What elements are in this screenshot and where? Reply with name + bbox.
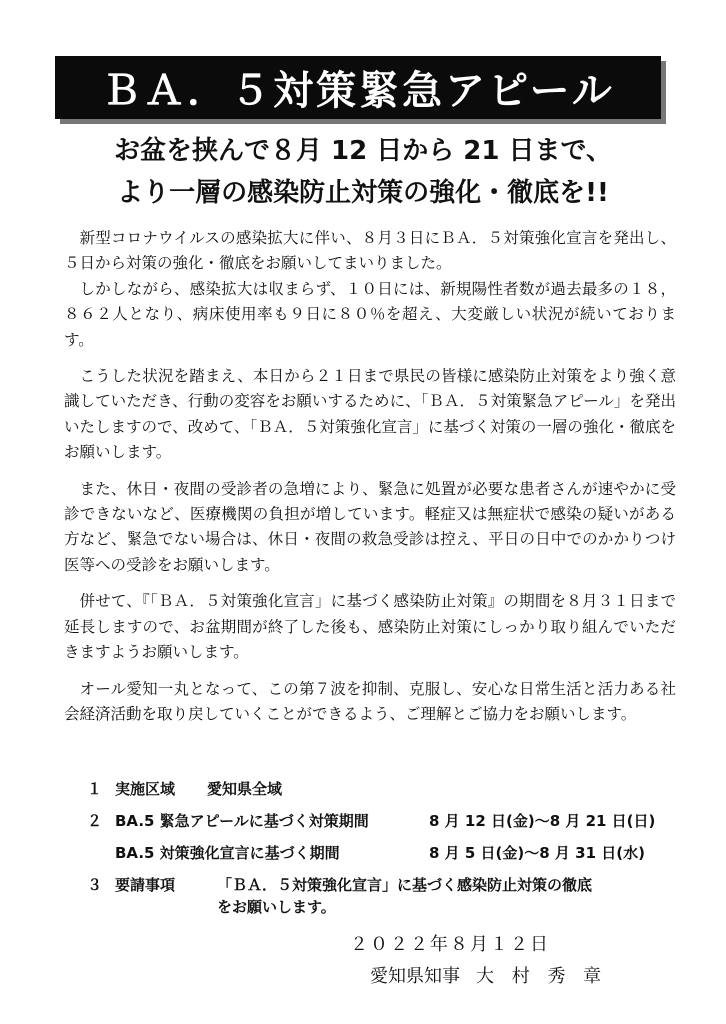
list-item-area xyxy=(87,778,687,810)
list-number: ２ xyxy=(87,812,103,830)
date: ２０２２年８月１２日 xyxy=(350,934,550,955)
paragraph-5: 併せて、『「ＢＡ．５対策強化宣言」に基づく感染防止対策』の期間を８月３１日まで延長しますので、お盆期間が終了した後も、感染防止対策にしっかり取り組んでいただきますようお願いします。 xyxy=(64,592,676,662)
list-item-period-2 xyxy=(87,842,687,874)
list-item-request-cont xyxy=(87,896,687,928)
signer-name: 大 村 秀 章 xyxy=(476,966,608,987)
paragraph-2: しかしながら、感染拡大は収まらず、１０日には、新規陽性者数が過去最多の１８，８６２人となり、病床使用率も９日に８０％を超え、大変厳しい状況が続いております。 xyxy=(64,279,676,349)
list-value: BA.5 緊急アピールに基づく対策期間 xyxy=(115,812,369,830)
paragraph-3: こうした状況を踏まえ、本日から２１日まで県民の皆様に感染防止対策をより強く意識していただき、行動の変容をお願いするために、「ＢＡ．５対策緊急アピール」を発出いたしますので、改めて、「ＢＡ．５対策強化宣言」に基づく対策の一層の強化・徹底をお願いします。 xyxy=(64,367,676,462)
title-banner xyxy=(55,56,661,119)
signer-title: 愛知県知事 xyxy=(370,966,460,987)
list-number: ３ xyxy=(87,876,103,894)
list-item-period xyxy=(87,810,687,842)
list-value: 愛知県全域 xyxy=(207,780,283,798)
list-label: 要請事項 xyxy=(115,876,176,894)
signature xyxy=(370,962,726,988)
list-period: 8 月 12 日(金)～8 月 21 日(日) xyxy=(429,812,656,830)
measures-list xyxy=(87,778,687,928)
list-number: １ xyxy=(87,780,103,798)
list-value: 「ＢＡ．５対策強化宣言」に基づく感染防止対策の徹底 xyxy=(217,876,593,894)
paragraph-4: また、休日・夜間の受診者の急増により、緊急に処置が必要な患者さんが速やかに受診できないなど、医療機関の負担が増しています。軽症又は無症状で感染の疑いがある方など、緊急でない場合は、休日・夜間の救急受診は控え、平日の日中でのかかりつけ医等への受診をお願いします。 xyxy=(64,479,676,574)
page-title: ＢＡ．５対策緊急アピール xyxy=(101,68,615,114)
list-period: 8 月 5 日(金)～8 月 31 日(水) xyxy=(429,844,645,862)
list-item-request xyxy=(87,874,687,896)
paragraph-6: オール愛知一丸となって、この第７波を抑制、克服し、安心な日常生活と活力ある社会経済活動を取り戻していくことができるよう、ご理解とご協力をお願いします。 xyxy=(64,679,676,723)
body-text xyxy=(64,226,676,738)
list-value: BA.5 対策強化宣言に基づく期間 xyxy=(115,844,340,862)
subtitle-line-1: お盆を挟んで８月 12 日から 21 日まで、 xyxy=(113,136,613,166)
list-value: をお願いします。 xyxy=(217,898,336,916)
list-label: 実施区域 xyxy=(115,780,176,798)
subtitle-line-2: より一層の感染防止対策の強化・徹底を!! xyxy=(117,178,609,208)
paragraph-1: 新型コロナウイルスの感染拡大に伴い、８月３日にＢＡ．５対策強化宣言を発出し、５日から対策の強化・徹底をお願いしてまいりました。 xyxy=(64,229,676,273)
